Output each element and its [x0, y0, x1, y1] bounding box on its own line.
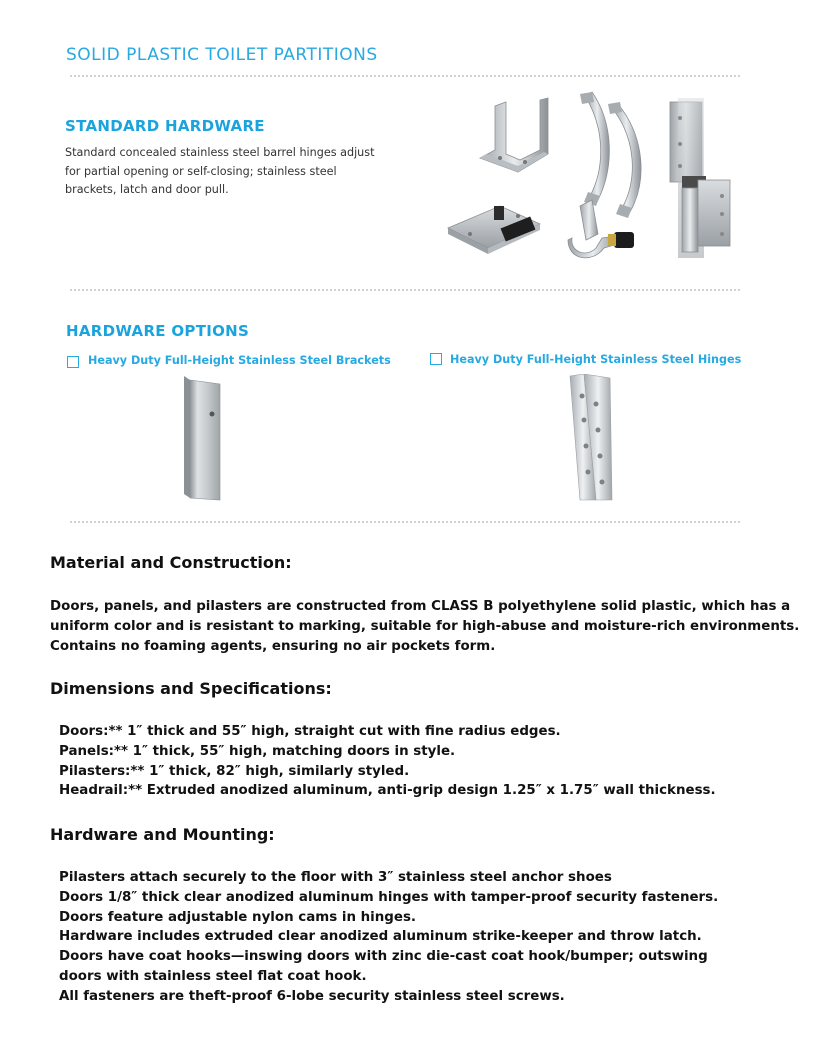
- full-height-hinge-image: [566, 374, 618, 502]
- brackets-option-label: Heavy Duty Full-Height Stainless Steel Brackets: [88, 354, 391, 367]
- standard-hardware-description: Standard concealed stainless steel barrel hinges adjust for partial opening or self-closing; stainless steel brackets, latch and door pull.: [65, 146, 375, 196]
- list-item: Doors feature adjustable nylon cams in hinges.: [59, 909, 417, 925]
- list-item: All fasteners are theft-proof 6-lobe security stainless steel screws.: [59, 988, 565, 1004]
- list-item: Pilasters attach securely to the floor with 3″ stainless steel anchor shoes: [59, 870, 612, 885]
- list-item: Doors have coat hooks—inswing doors with zinc die-cast coat hook/bumper; outswing doors with stainless steel flat coat hook.: [59, 949, 708, 984]
- divider: [70, 75, 740, 77]
- list-item: Pilasters:** 1″ thick, 82″ high, similarly styled.: [59, 763, 410, 779]
- dimensions-heading: Dimensions and Specifications:: [50, 679, 332, 698]
- brackets-checkbox[interactable]: [67, 356, 79, 368]
- mounting-heading: Hardware and Mounting:: [50, 825, 275, 844]
- hardware-options-heading: HARDWARE OPTIONS: [66, 322, 250, 340]
- door-pull-icon: [580, 92, 641, 218]
- mounting-list: [59, 868, 739, 1007]
- list-item: Hardware includes extruded clear anodized aluminum strike-keeper and throw latch.: [59, 929, 702, 945]
- list-item: Headrail:** Extruded anodized aluminum, anti-grip design 1.25″ x 1.75″ wall thickness.: [59, 783, 716, 799]
- material-heading: Material and Construction:: [50, 553, 292, 572]
- full-height-bracket-image: [178, 374, 226, 502]
- u-bracket-icon: [480, 98, 548, 172]
- dimensions-list: [59, 722, 759, 801]
- hinges-option-label: Heavy Duty Full-Height Stainless Steel Hinges: [450, 353, 742, 366]
- standard-hardware-image: [440, 88, 750, 268]
- latch-icon: [448, 206, 540, 254]
- material-body: Doors, panels, and pilasters are constructed from CLASS B polyethylene solid plastic, which has a uniform color and is resistant to marking, suitable for high-abuse and moisture-rich environments. Contains no foaming agents, ensuring no air pockets form.: [50, 599, 800, 654]
- hinge-icon: [670, 98, 730, 258]
- page-title: SOLID PLASTIC TOILET PARTITIONS: [66, 45, 378, 65]
- list-item: Panels:** 1″ thick, 55″ high, matching doors in style.: [59, 743, 456, 759]
- divider: [70, 289, 740, 291]
- list-item: Doors:** 1″ thick and 55″ high, straight cut with fine radius edges.: [59, 724, 561, 739]
- divider: [70, 521, 740, 523]
- standard-hardware-heading: STANDARD HARDWARE: [65, 117, 265, 135]
- list-item: Doors 1/8″ thick clear anodized aluminum hinges with tamper-proof security fasteners.: [59, 889, 719, 905]
- hinges-checkbox[interactable]: [430, 353, 442, 365]
